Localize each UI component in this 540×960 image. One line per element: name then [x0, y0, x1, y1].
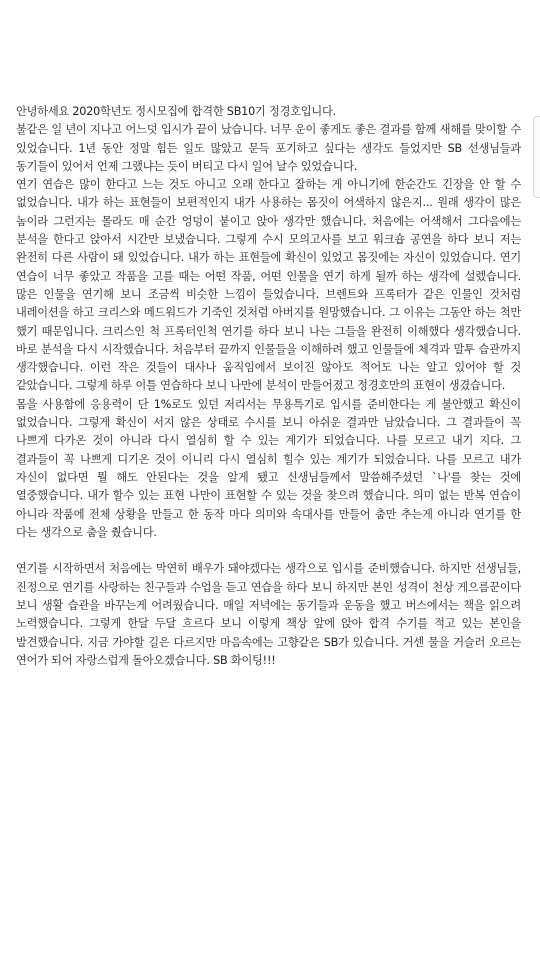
- paragraph-intro: 불같은 일 년이 지나고 어느덧 입시가 끝이 났습니다. 너무 운이 좋게도 좋은 결과를 함께 새해를 맞이할 수 있었습니다. 1년 동안 정말 힘든 일도 많았고 문득 포기하고 싶다는 생각도 들었지만 SB 선생님들과 동기들이 있어서 언제 그랬냐는 듯이 버티고 다시 일어 날수 있었습니다.: [16, 123, 521, 173]
- document-body: [16, 103, 521, 670]
- paragraph-gap: [16, 542, 521, 560]
- scroll-indicator[interactable]: [533, 116, 540, 198]
- paragraph-greeting: 안녕하세요 2020학년도 정시모집에 합격한 SB10기 정경호입니다.: [16, 105, 336, 118]
- paragraph-acting-practice: 연기 연습은 많이 한다고 느는 것도 아니고 오래 한다고 잘하는 게 아니기에 한순간도 긴장을 안 할 수 없었습니다. 내가 하는 표현들이 보편적인지 내가 사용하는 몸짓이 어색하지 않은지... 원래 생각이 많은 놈이라 그런지는 몰라도 매 순간 엉덩이 붙이고 앉아 생각만 했습니다. 처음에는 어색해서 그다음에는 분석을 한다고 앉아서 시간만 보냈습니다. 그렇게 수시 모의고사를 보고 워크숍 공연을 하다 보니 저는 완전히 다른 사람이 돼 있었습니다. 내가 하는 표현들에 확신이 있었고 몸짓에는 자신이 있었습니다. 연기 연습이 너무 좋았고 작품을 고를 때는 어떤 작품, 어떤 인물을 연기 하게 될까 하는 생각에 설렜습니다. 많은 인물을 연기해 보니 조금씩 비슷한 느낌이 들었습니다. 브렌트와 프록터가 같은 인물인 것처럼 내레이션을 하고 크리스와 메드워드가 기죽인 것처럼 아버지를 원망했습니다. 그 이유는 그동안 하는 척만 했기 때문입니다. 크리스인 척 프록터인척 연기를 하다 보니 나는 그들을 완전히 이해했다 생각했습니다. 바로 분석을 다시 시작했습니다. 처음부터 끝까지 인물들을 이해하려 했고 인물들에 체격과 말투 습관까지 생각했습니다. 이런 작은 것들이 대사나 움직임에서 보이진 않아도 적어도 나는 알고 있어야 할 것 같았습니다. 그렇게 하루 이틀 연습하다 보니 나만에 분석이 만들어졌고 정경호만의 표현이 생겼습니다.: [16, 178, 521, 393]
- paragraph-dance-preparation: 몸을 사용함에 응용력이 단 1%로도 있던 저리서는 무용특기로 입시를 준비한다는 게 불안했고 확신이 없었습니다. 그렇게 확신이 서지 않은 상태로 수시를 보니 아쉬운 결과만 남았습니다. 그 결과들이 꼭 나쁘게 다가온 것이 아니라 다시 열심히 할 수 있는 계기가 되었습니다. 나를 모르고 내기 지다. 그 결과들이 꼭 나쁘게 디기온 것이 이니리 다시 열심히 힐수 있는 계기가 되었습니다. 나를 모르고 내가 자신이 없다면 뭘 해도 안된다는 것을 알게 됐고 신생님들께서 말씀해주셨던 `나'를 찾는 것에 열중했습니다. 내가 할수 있는 표현 나만이 표현할 수 있는 것을 찾으려 했습니다. 의미 없는 반복 연습이 아니라 작품에 전체 상황을 만들고 한 동작 마다 의미와 속대사를 만들어 춤만 추는게 아니라 연기를 한 다는 생각으로 춤을 췄습니다.: [16, 397, 521, 539]
- paragraph-closing: 연기를 시작하면서 처음에는 막연히 배우가 돼야겠다는 생각으로 입시를 준비했습니다. 하지만 선생님들, 진정으로 연기를 사랑하는 친구들과 수업을 듣고 연습을 하다 보니 하지만 본인 성격이 천상 게으름꾼이다 보니 생활 습관을 바꾸는게 어려웠습니다. 매일 저녁에는 동기들과 운동을 했고 버스에서는 책을 읽으려 노력했습니다. 그렇게 한달 두달 흐르다 보니 이렇게 책상 앞에 앉아 합격 수기를 적고 있는 본인을 발견했습니다. 지금 가야할 길은 다르지만 마음속에는 고향같은 SB가 있습니다. 거센 물을 거슬러 오르는 연어가 되어 자랑스럽게 돌아오겠습니다. SB 화이팅!!!: [16, 562, 521, 667]
